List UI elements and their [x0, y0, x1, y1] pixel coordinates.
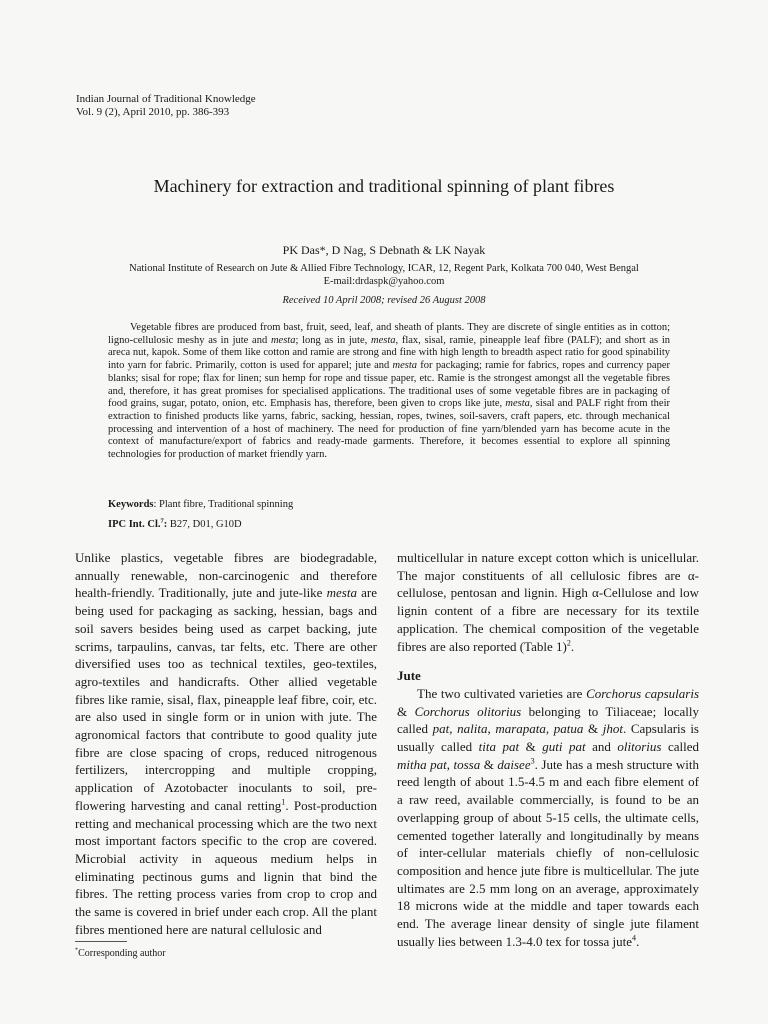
local-name: tita pat [478, 739, 520, 755]
body-text: , [446, 756, 454, 772]
abstract [108, 322, 670, 462]
body-text: , [487, 721, 496, 737]
section-heading-jute: Jute [397, 668, 421, 684]
body-text: . Post-production retting and mechanical processing which are the two next most important factors specific to the crop are covered. Microbial activity in aqueous medium helps in eliminating pectinous gums and lignin that bind the fibres. The retting process varies from crop to crop and the same is covered in brief under each crop. All the plant fibres mentioned here are natural cellulosic and [75, 797, 377, 937]
left-column [75, 549, 377, 938]
affiliation: National Institute of Research on Jute & Allied Fibre Technology, ICAR, 12, Regent Park, Kolkata 700 040, West Bengal [129, 263, 639, 274]
keywords-text: : Plant fibre, Traditional spinning [153, 499, 294, 510]
body-paragraph [75, 549, 377, 938]
email: E-mail:drdaspk@yahoo.com [323, 276, 445, 287]
body-text: called [661, 739, 699, 755]
body-text: , [449, 721, 458, 737]
reference-marker: 4 [632, 933, 637, 943]
ipc-label [108, 519, 167, 530]
abstract-text: , flax, sisal, ramie, pineapple leaf fibre (PALF); and short as in areca nut, kapok. Some of them like cotton and ramie are strong and fine with high length to breadth aspect ratio for good spinability into yarn for fabric. Primarily, cotton is used for apparel; jute and [108, 334, 670, 372]
body-text: Unlike plastics, vegetable fibres are biodegradable, annually renewable, non-carcinogenic and therefore health-friendly. Traditionally, jute and jute-like [75, 550, 377, 601]
body-text: & [480, 756, 498, 772]
body-text: & [397, 703, 415, 719]
body-italic: mesta [326, 585, 357, 601]
journal-header [76, 93, 256, 119]
local-name: daisee [497, 756, 531, 772]
footnote [75, 948, 166, 959]
abstract-italic: mesta [370, 334, 396, 346]
body-paragraph [397, 549, 699, 655]
local-name: marapata [495, 721, 546, 737]
received-dates: Received 10 April 2008; revised 26 August 2008 [282, 295, 486, 306]
local-name: pat [432, 721, 450, 737]
footnote-text: Corresponding author [78, 948, 166, 959]
ipc-sup: 7 [160, 517, 164, 525]
local-name: mitha pat [397, 756, 447, 772]
ipc-text: B27, D01, G10D [167, 519, 242, 530]
ipc-colon: : [163, 519, 168, 530]
keywords [108, 499, 293, 510]
footnote-rule [75, 941, 127, 942]
affiliation-block [0, 262, 768, 288]
body-text: and [585, 739, 618, 755]
body-text: multicellular in nature except cotton which is unicellular. The major constituents of all cellulosic fibres are α-cellulose, pentosan and lignin. High α-Cellulose and low lignin content of a fibre are necessary for its textile application. The chemical composition of the vegetable fibres are also reported (Table 1) [397, 550, 699, 654]
body-text: are being used for packaging as sacking, hessian, bags and soil savers besides being used as carpet backing, jute scrims, tarpaulins, canvas, tar felts, etc. There are other diversified uses too as technical textiles, geo-textiles, agro-textiles and handicrafts. Other allied vegetable fibres like ramie, sisal, flax, pineapple leaf fibre, coir, etc. are also used in single form or in union with jute. The agronomical factors that contribute to good quality jute fibre are close spacing of crops, reduced nitrogenous fertilizers, intercropping and multiple cropping, application of Azotobacter inoculants to soil, pre-flowering harvesting and canal retting [75, 585, 377, 813]
body-text: & [583, 721, 603, 737]
abstract-text: Vegetable fibres are produced from bast, fruit, seed, leaf, and sheath of plants. They are discrete of single entities as in cotton; ligno-cellulosic meshy as in jute and [108, 322, 670, 346]
abstract-text: ; long as in jute, [295, 334, 371, 346]
body-text: , [545, 721, 554, 737]
abstract-italic: mesta [505, 398, 530, 410]
body-text: & [519, 739, 543, 755]
right-column [397, 549, 699, 950]
abstract-text: for packaging; ramie for fabrics, ropes and currency paper blanks; sisal for rope; flax for linen; sun hemp for rope and tissue paper, etc. Ramie is the strongest amongst all the vegetable fibres and, therefore, it has great promises for specialised applications. The traditional uses of some vegetable fibres are in packaging of food grains, sugar, potato, onion, etc. Emphasis has, therefore, been given to crops like jute, [108, 360, 670, 410]
body-text: . Capsularis is usually called [397, 721, 699, 755]
keywords-label: Keywords [108, 499, 154, 510]
ipc-label-text: IPC Int. Cl. [108, 519, 161, 530]
species-name: Corchorus capsularis [586, 685, 700, 701]
journal-volume: Vol. 9 (2), April 2010, pp. 386-393 [76, 106, 230, 118]
local-name: jhot [602, 721, 623, 737]
abstract-text: , sisal and PALF right from their extraction to finished products like yarns, fabric, sacking, hessian, ropes, twines, soil-savers, craft papers, etc. through mechanical processing and intervention of a host of machinery. The need for production of fine yarn/blended yarn has become acute in the context of manufacture/export of fabrics and ready-made garments. Therefore, it becomes essential to explore all spinning technologies for production of market friendly yarn. [108, 398, 670, 461]
abstract-italic: mesta [270, 334, 296, 346]
ipc-classification [108, 519, 242, 530]
footnote-mark: * [75, 946, 79, 954]
reference-marker: 3 [530, 756, 535, 766]
abstract-italic: mesta [392, 360, 418, 372]
body-paragraph [397, 685, 699, 951]
reference-marker: 2 [566, 638, 571, 648]
authors: PK Das*, D Nag, S Debnath & LK Nayak [282, 243, 486, 257]
local-name: nalita [457, 721, 488, 737]
body-text: . Jute has a mesh structure with reed length of about 1.5-4.5 m and each fibre element of a raw reed, available commercially, is found to be an overlapping group of about 5-15 cells, the ultimate cells, cemented together laterally and longitudinally by means of inter-cellular materials chiefly of non-cellulosic composition and hence jute fibre is multicellular. The jute ultimates are 2.5 mm long on an average, approximately 18 microns wide at the middle and taper towards each end. The average linear density of single jute filament usually lies between 1.3-4.0 tex for tossa jute [397, 756, 699, 949]
body-text: belonging to Tiliaceae; locally called [397, 703, 700, 737]
reference-marker: 1 [281, 797, 286, 807]
local-name: olitorius [617, 739, 662, 755]
journal-name: Indian Journal of Traditional Knowledge [76, 93, 256, 105]
local-name: patua [553, 721, 584, 737]
body-text: The two cultivated varieties are [417, 685, 587, 701]
body-text: . [636, 933, 640, 949]
species-name: Corchorus olitorius [414, 703, 522, 719]
local-name: guti pat [542, 739, 586, 755]
body-text: . [570, 638, 575, 654]
local-name: tossa [453, 756, 481, 772]
paper-title: Machinery for extraction and traditional spinning of plant fibres [153, 176, 615, 196]
